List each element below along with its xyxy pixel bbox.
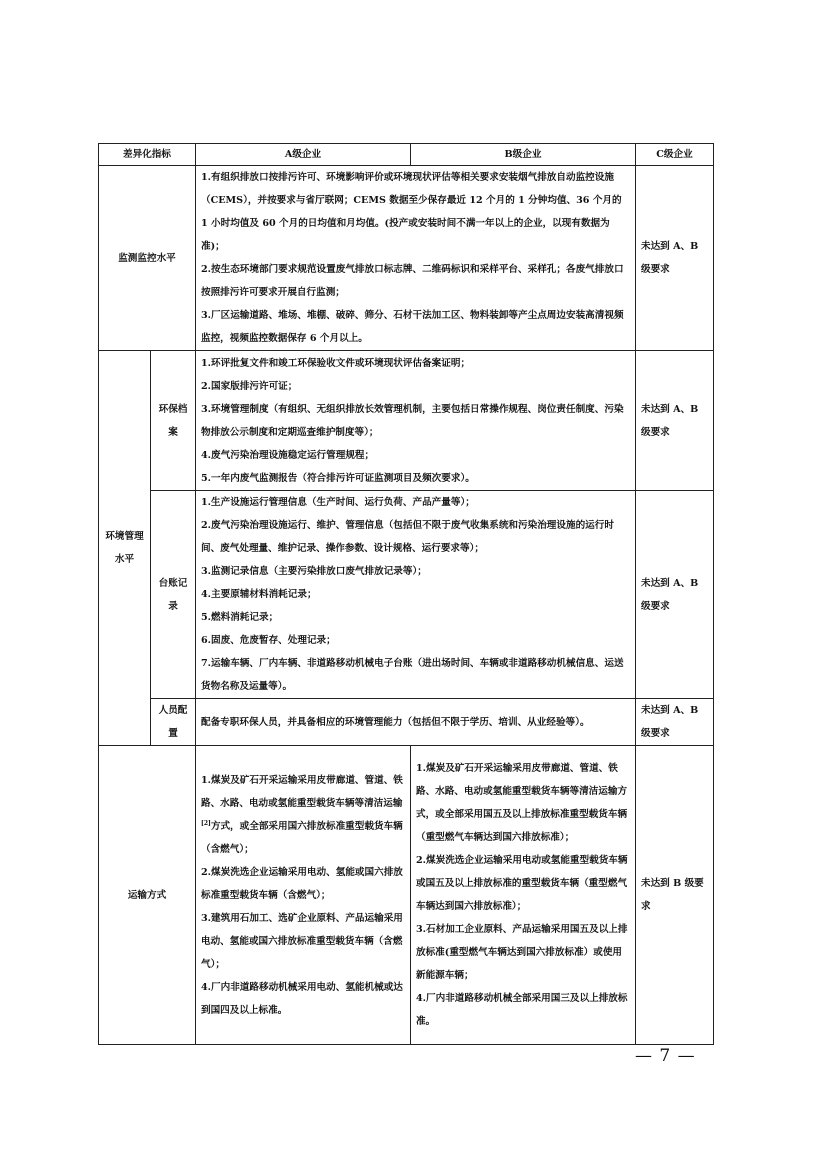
transport-b-item: 1.煤炭及矿石开采运输采用皮带廊道、管道、铁路、水路、电动或氢能重型载货车辆等清洁运输方式，或全部采用国五及以上排放标准重型载货车辆（重型燃气车辆达到国六排放标准）； — [416, 763, 628, 843]
row-transport — [99, 746, 714, 1045]
header-a-grade: A级企业 — [196, 144, 411, 166]
transport-b-item: 2.煤炭洗选企业运输采用电动或氢能重型载货车辆或国五及以上排放标准的重型载货车辆（重型燃气车辆达到国六排放标准）； — [416, 855, 628, 912]
management-label: 环境管理水平 — [99, 351, 151, 746]
ledger-item: 3.监测记录信息（主要污染排放口废气排放记录等）； — [201, 566, 427, 577]
ledger-item: 4.主要原辅材料消耗记录； — [201, 589, 317, 600]
transport-a-item-text: 1.煤炭及矿石开采运输采用皮带廊道、管道、铁路、水路、电动或氢能重型载货车辆等清洁运输 — [201, 774, 403, 809]
ledger-item: 1.生产设施运行管理信息（生产时间、运行负荷、产品产量等）； — [201, 497, 475, 508]
archive-item: 1.环评批复文件和竣工环保验收文件或环境现状评估备案证明； — [201, 357, 471, 369]
monitoring-c-grade: 未达到 A、B 级要求 — [636, 166, 714, 351]
monitoring-item: 3.厂区运输道路、堆场、堆棚、破碎、筛分、石材干法加工区、物料装卸等产尘点周边安装高清视频监控，视频监控数据保存 6 个月以上。 — [201, 310, 624, 344]
row-ledger — [99, 491, 714, 699]
differentiation-table — [98, 143, 714, 1045]
archive-c-grade: 未达到 A、B 级要求 — [636, 351, 714, 491]
ledger-item: 7.运输车辆、厂内车辆、非道路移动机械电子台账（进出场时间、车辆或非道路移动机械信息、运送货物名称及运量等）。 — [201, 658, 624, 692]
header-indicator: 差异化指标 — [99, 144, 196, 166]
header-c-grade: C级企业 — [636, 144, 714, 166]
transport-b-item: 3.石材加工企业原料、产品运输采用国五及以上排放标准(重型燃气车辆达到国六排放标准）或使用新能源车辆； — [416, 924, 628, 981]
ledger-c-grade: 未达到 A、B 级要求 — [636, 491, 714, 699]
archive-item: 3.环境管理制度（有组织、无组织排放长效管理机制，主要包括日常操作规程、岗位责任制度、污染物排放公示制度和定期巡查维护制度等）； — [201, 403, 624, 438]
transport-a-item: 4.厂内非道路移动机械采用电动、氢能机械或达到国四及以上标准。 — [201, 981, 403, 1016]
monitoring-item: 1.有组织排放口按排污许可、环境影响评价或环境现状评估等相关要求安装烟气排放自动监控设施（CEMS），并按要求与省厅联网；CEMS 数据至少保存最近 12 个月的 1 分钟均值、36 个月的 1 小时均值及 60 个月的日均值和月均值。(投产或安装时间不满一年以上的企业，以现有数据为准)； — [201, 172, 622, 252]
transport-a-content — [196, 746, 411, 1045]
row-archive — [99, 351, 714, 491]
archive-item: 2.国家版排污许可证； — [201, 380, 298, 392]
header-b-grade: B级企业 — [411, 144, 636, 166]
page-number: — 7 — — [635, 1046, 696, 1066]
header-row — [99, 144, 714, 166]
transport-b-item: 4.厂内非道路移动机械全部采用国三及以上排放标准。 — [416, 993, 628, 1027]
ledger-item: 2.废气污染治理设施运行、维护、管理信息（包括但不限于废气收集系统和污染治理设施的运行时间、废气处理量、维护记录、操作参数、设计规格、运行要求等）； — [201, 520, 614, 554]
archive-content — [196, 351, 636, 491]
monitoring-item: 2.按生态环境部门要求规范设置废气排放口标志牌、二维码标识和采样平台、采样孔；各废气排放口按照排污许可要求开展自行监测； — [201, 264, 624, 298]
staff-content: 配备专职环保人员，并具备相应的环境管理能力（包括但不限于学历、培训、从业经验等）。 — [196, 699, 636, 746]
transport-c-grade: 未达到 B 级要求 — [636, 746, 714, 1045]
archive-item: 4.废气污染治理设施稳定运行管理规程； — [201, 449, 375, 461]
transport-label: 运输方式 — [99, 746, 196, 1045]
row-staff — [99, 699, 714, 746]
transport-a-item — [201, 769, 405, 861]
ledger-item: 6.固废、危废暂存、处理记录； — [201, 635, 336, 646]
transport-b-content — [411, 746, 636, 1045]
transport-a-item: 2.煤炭洗选企业运输采用电动、氢能或国六排放标准重型载货车辆（含燃气）； — [201, 866, 403, 901]
ledger-content — [196, 491, 636, 699]
ledger-label: 台账记录 — [151, 491, 196, 699]
staff-label: 人员配置 — [151, 699, 196, 746]
monitoring-label: 监测监控水平 — [99, 166, 196, 351]
archive-label: 环保档案 — [151, 351, 196, 491]
transport-a-item: 3.建筑用石加工、选矿企业原料、产品运输采用电动、氢能或国六排放标准重型载货车辆（含燃气）； — [201, 912, 403, 970]
row-monitoring — [99, 166, 714, 351]
footnote-ref: [2] — [201, 819, 211, 827]
staff-c-grade: 未达到 A、B 级要求 — [636, 699, 714, 746]
monitoring-content — [196, 166, 636, 351]
archive-item: 5.一年内废气监测报告（符合排污许可证监测项目及频次要求）。 — [201, 472, 475, 484]
ledger-item: 5.燃料消耗记录； — [201, 612, 279, 623]
transport-a-item-text: 方式，或全部采用国六排放标准重型载货车辆（含燃气）； — [201, 820, 403, 855]
